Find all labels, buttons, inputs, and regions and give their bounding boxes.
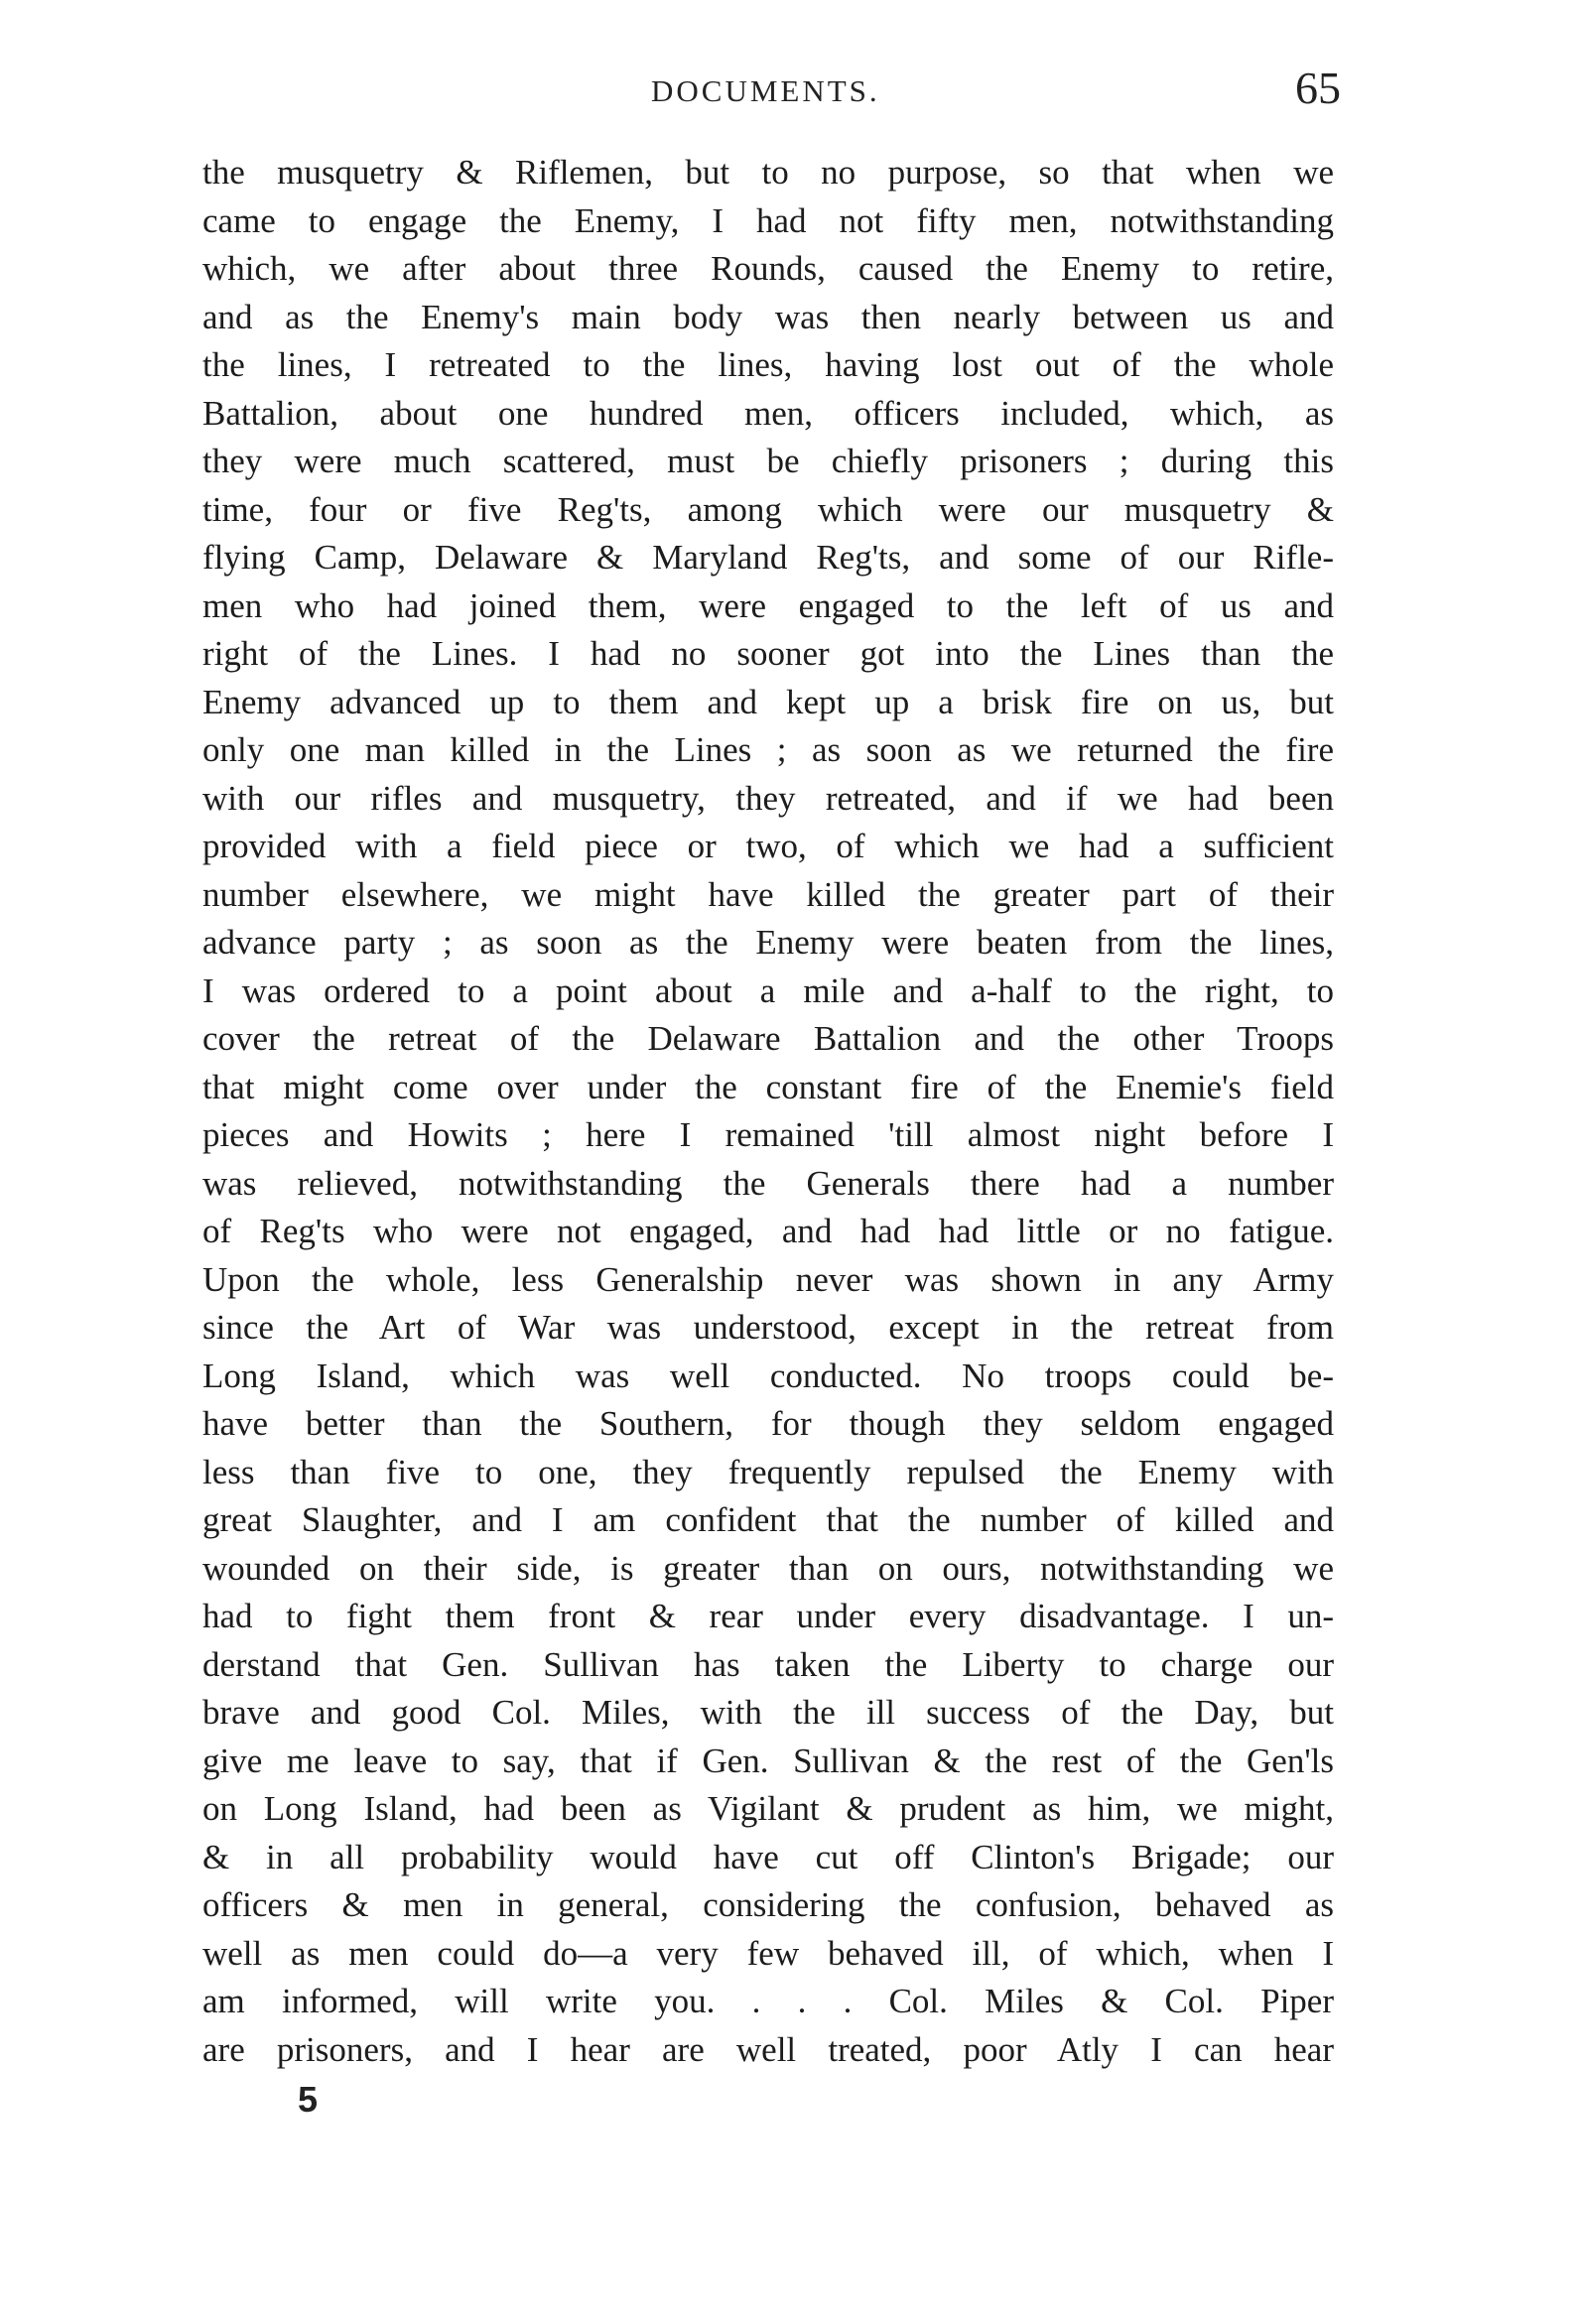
text-line: which, we after about three Rounds, caused the Enemy to retire, — [202, 249, 1334, 288]
running-title: DOCUMENTS. — [651, 73, 880, 108]
text-line: flying Camp, Delaware & Maryland Reg'ts, and some of our Rifle- — [202, 538, 1334, 577]
running-head — [0, 65, 1582, 125]
text-line: wounded on their side, is greater than on ours, notwithstanding we — [202, 1548, 1334, 1588]
text-line: great Slaughter, and I am confident that the number of killed and — [202, 1500, 1334, 1539]
text-line: the musquetry & Riflemen, but to no purpose, so that when we — [202, 153, 1334, 192]
text-line: give me leave to say, that if Gen. Sullivan & the rest of the Gen'ls — [202, 1741, 1334, 1780]
text-line: with our rifles and musquetry, they retreated, and if we had been — [202, 778, 1334, 818]
text-line: I was ordered to a point about a mile and a-half to the right, to — [202, 970, 1334, 1010]
text-line: Enemy advanced up to them and kept up a brisk fire on us, but — [202, 682, 1334, 721]
text-line: that might come over under the constant fire of the Enemie's field — [202, 1067, 1334, 1106]
text-line: well as men could do—a very few behaved ill, of which, when I — [202, 1933, 1334, 1973]
text-line: on Long Island, had been as Vigilant & prudent as him, we might, — [202, 1789, 1334, 1828]
text-line: right of the Lines. I had no sooner got into the Lines than the — [202, 634, 1334, 673]
text-line: men who had joined them, were engaged to the left of us and — [202, 585, 1334, 625]
signature-mark: 5 — [298, 2079, 319, 2120]
text-line: only one man killed in the Lines ; as soon as we returned the fire — [202, 730, 1334, 769]
text-line: the lines, I retreated to the lines, having lost out of the whole — [202, 345, 1334, 384]
text-line: and as the Enemy's main body was then nearly between us and — [202, 297, 1334, 336]
text-line: & in all probability would have cut off Clinton's Brigade; our — [202, 1837, 1334, 1876]
text-line: came to engage the Enemy, I had not fifty men, notwithstanding — [202, 200, 1334, 240]
text-line: have better than the Southern, for though they seldom engaged — [202, 1404, 1334, 1443]
text-line: Upon the whole, less Generalship never was shown in any Army — [202, 1259, 1334, 1299]
text-line: was relieved, notwithstanding the Generals there had a number — [202, 1163, 1334, 1203]
text-line: are prisoners, and I hear are well treated, poor Atly I can hear — [202, 2029, 1334, 2069]
text-line: less than five to one, they frequently repulsed the Enemy with — [202, 1452, 1334, 1491]
text-line: Battalion, about one hundred men, officers included, which, as — [202, 393, 1334, 433]
text-line: of Reg'ts who were not engaged, and had had little or no fatigue. — [202, 1212, 1334, 1250]
text-line: am informed, will write you. . . . Col. Miles & Col. Piper — [202, 1982, 1334, 2020]
text-line: advance party ; as soon as the Enemy were beaten from the lines, — [202, 923, 1334, 962]
text-line: number elsewhere, we might have killed the greater part of their — [202, 874, 1334, 914]
text-line: officers & men in general, considering the confusion, behaved as — [202, 1885, 1334, 1924]
text-line: time, four or five Reg'ts, among which were our musquetry & — [202, 489, 1334, 529]
text-line: they were much scattered, must be chiefly prisoners ; during this — [202, 442, 1334, 480]
text-line: provided with a field piece or two, of which we had a sufficient — [202, 827, 1334, 865]
text-line: since the Art of War was understood, except in the retreat from — [202, 1308, 1334, 1347]
text-line: cover the retreat of the Delaware Battalion and the other Troops — [202, 1019, 1334, 1058]
body-text — [202, 149, 1334, 2074]
text-line: Long Island, which was well conducted. No troops could be- — [202, 1356, 1334, 1395]
text-line: pieces and Howits ; here I remained 'till almost night before I — [202, 1115, 1334, 1154]
text-line: had to fight them front & rear under every disadvantage. I un- — [202, 1597, 1334, 1635]
page-number: 65 — [1295, 63, 1341, 113]
text-line: derstand that Gen. Sullivan has taken the Liberty to charge our — [202, 1644, 1334, 1684]
text-line: brave and good Col. Miles, with the ill success of the Day, but — [202, 1693, 1334, 1732]
